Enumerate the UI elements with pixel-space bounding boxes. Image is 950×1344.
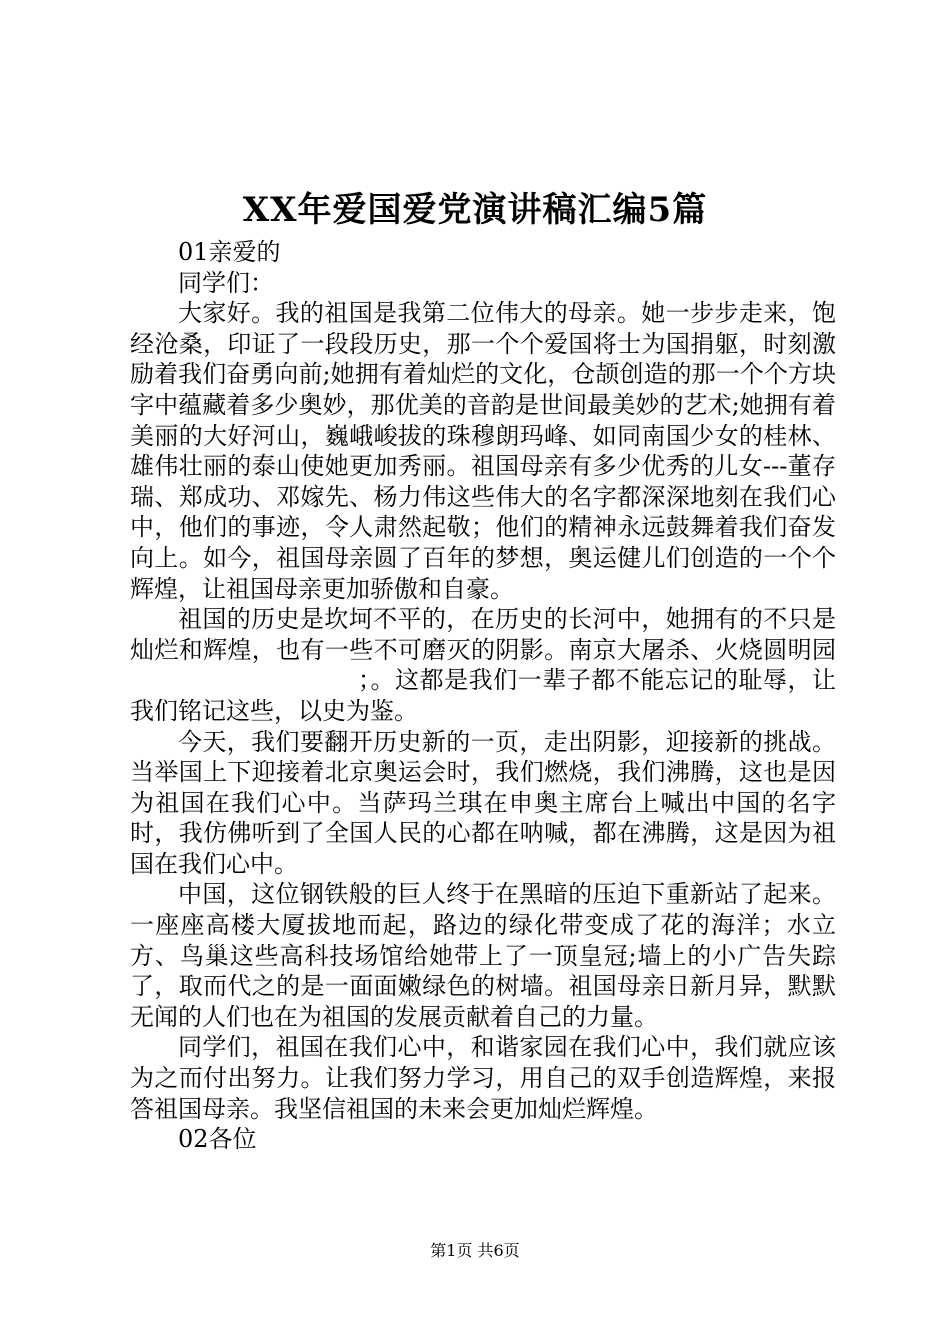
paragraph-greeting-number: 01亲爱的 [178,238,281,266]
paragraph-students: 同学们，祖国在我们心中，和谐家园在我们心中，我们就应该为之而付出努力。让我们努力学习，用自己的双手创造辉煌，来报答祖国母亲。我坚信祖国的未来会更加灿烂辉煌。 [130,1033,836,1123]
document-title: XX年爱国爱党演讲稿汇编5篇 [242,190,708,230]
history-text-before: 祖国的历史是坎坷不平的，在历史的长河中，她拥有的不只是灿烂和辉煌，也有一些不可磨灭的阴影。南京大屠杀、火烧圆明园 [130,605,836,664]
paragraph-salutation: 同学们： [178,268,274,297]
document-body [130,237,836,1155]
paragraph-history [130,604,836,726]
paragraph-motherland: 大家好。我的祖国是我第二位伟大的母亲。她一步步走来，饱经沧桑，印证了一段段历史，那一个个爱国将士为国捐躯，时刻激励着我们奋勇向前;她拥有着灿烂的文化，仓颉创造的那一个个方块字中蕴藏着多少奥妙，那优美的音韵是世间最美妙的艺术;她拥有着美丽的大好河山，巍峨峻拔的珠穆朗玛峰、如同南国少女的桂林、雄伟壮丽的泰山使她更加秀丽。祖国母亲有多少优秀的儿女---董存瑞、郑成功、邓嫁先、杨力伟这些伟大的名字都深深地刻在我们心中，他们的事迹，令人肃然起敬；他们的精神永远鼓舞着我们奋发向上。如今，祖国母亲圆了百年的梦想，奥运健儿们创造的一个个辉煌，让祖国母亲更加骄傲和自豪。 [130,299,836,603]
paragraph-olympics: 今天，我们要翻开历史新的一页，走出阴影，迎接新的挑战。当举国上下迎接着北京奥运会时，我们燃烧，我们沸腾，这也是因为祖国在我们心中。当萨玛兰琪在申奥主席台上喊出中国的名字时，我仿佛听到了全国人民的心都在呐喊，都在沸腾，这是因为祖国在我们心中。 [130,727,836,878]
paragraph-china-giant: 中国，这位钢铁般的巨人终于在黑暗的压迫下重新站了起来。一座座高楼大厦拔地而起，路边的绿化带变成了花的海洋；水立方、鸟巢这些高科技场馆给她带上了一顶皇冠;墙上的小广告失踪了，取而代之的是一面面嫩绿色的树墙。祖国母亲日新月异，默默无闻的人们也在为祖国的发展贡献着自己的力量。 [130,880,836,1031]
history-text-after: ；。这都是我们一辈子都不能忘记的耻辱，让我们铭记这些，以史为鉴。 [130,666,836,725]
page-footer: 第1页 共6页 [430,1241,520,1260]
paragraph-second-speech-start: 02各位 [178,1125,257,1154]
